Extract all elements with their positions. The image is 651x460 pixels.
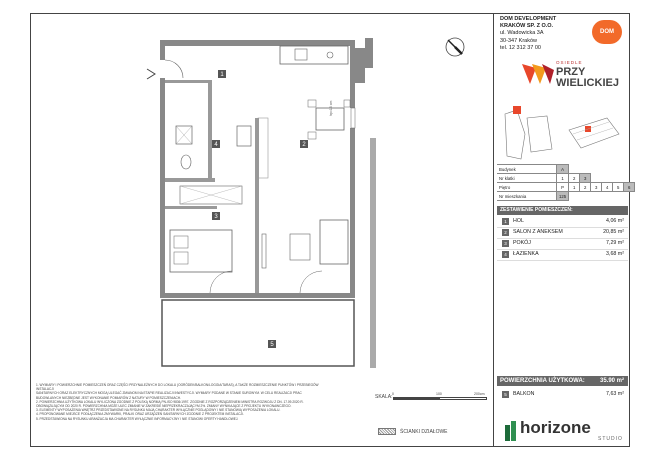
room-num: 2 [502,229,509,236]
shower-cross [176,126,192,144]
info-cell: 2 [580,183,591,192]
info-cell: 3 [591,183,602,192]
info-cell: A [557,165,569,174]
wall-mid [255,118,259,218]
pillow [174,236,188,248]
info-cell: 4 [602,183,613,192]
room-label-1: 1 [220,72,224,78]
room-name: ŁAZIENKA [513,251,539,257]
legal-line: BUDOWLANYCH NIEZBĘDNE JEST WYKONANIE POMIARÓW Z NATURY W POMIESZCZENIACH. [36,395,181,400]
scale-mark-200: 200cm [474,392,485,396]
room-label-2: 2 [302,142,306,148]
minimap-marker [513,106,521,114]
washbasin [237,126,251,146]
info-label: Nr klatki [497,174,557,183]
entry-gap [159,60,167,78]
room-area: 7,29 m² [606,240,624,246]
legal-line: 2. POWIERZCHNIA UŻYTKOWA LOKALU WYLICZONA ZGODNIE Z POLSKĄ NORMĄ PN-ISO 9836:1997. ZGODNIE Z ROZPORZĄDZENIEM MINISTRA ROZWOJU Z DN. 17.09.2020 R. [36,399,304,404]
info-row [497,183,635,192]
room-label-4: 4 [214,142,218,148]
sheet-divider [493,13,494,447]
column-right [355,48,365,83]
dom-badge: DOM [592,20,622,44]
balcony-row [497,389,628,400]
wall-room-top [165,206,217,209]
info-cell: 5 [613,183,624,192]
tv-unit [262,234,266,268]
wall-top [160,40,352,46]
room-num: 4 [502,251,509,258]
hob [327,52,333,58]
kitchen-counter [280,46,348,64]
chair [344,100,350,107]
entry-door-swing [165,60,183,78]
window-note: hp=15 cm [329,100,333,116]
total-area [497,376,628,386]
building-minimap [497,104,627,164]
wall-right-upper [350,40,355,108]
project-logo-over: OSIEDLE [556,60,583,65]
brand-sub: STUDIO [598,436,623,442]
walls-legend-text: ŚCIANKI DZIAŁOWE [400,428,448,435]
toilet [181,155,191,169]
info-row [497,174,635,183]
coffee-table [290,234,310,260]
room-row [497,249,628,261]
scale-label: SKALA: [375,394,393,400]
sink [295,49,307,60]
room-name: HOL [513,218,524,224]
sofa [320,220,348,264]
floor-plan [140,38,400,378]
legal-line: 4. PROPONOWANE MIEJSCE PODŁĄCZENIA ZMYWARKI, PRALKI ORAZ URZĄDZEŃ SANITARNYCH ZGODNIE Z PROJEKTEM INSTALACJI. [36,412,244,417]
info-row [497,165,635,174]
balcony-area: 7,63 m² [606,391,624,397]
hatch-swatch [378,428,396,435]
scale-mark-0: 0 [392,392,394,396]
developer-city: 30-347 Kraków [500,37,537,44]
bed [170,230,232,272]
wall-hall [165,80,210,83]
apartment-info-table [497,164,635,201]
balcony-door-swing [210,271,232,293]
developer-phone: tel. 12 312 37 00 [500,44,541,51]
scale-mark-100: 100 [436,392,442,396]
legal-line: 1. WYMIARY I POWIERZCHNIE POMIESZCZEŃ ORAZ CZĘŚCI PRZYNALEŻNYCH DO LOKALU (OGRÓDEK/BALKON/LOGGIA/TARAS), A TAKŻE ROZMIESZCZENIE PUNKTÓW I PRZEBIEGÓW INSTALACJI [36,383,319,392]
info-label: Piętro [497,183,557,192]
room-area: 20,85 m² [603,229,624,235]
pillow [174,252,188,264]
window [351,108,355,128]
legal-line: OBOWIĄZUJĄCYM OD 2020 R. POWIERZCHNIA MOŻE ULEC ZMIANIE W ZAKRESIE NIEPRZEKRACZAJĄCYM 2%. ZMIANY WYNIKAJĄCE Z PROJEKTU WYKONAWCZEGO. [36,404,292,409]
project-logo-mark [520,58,554,86]
facade-edge [365,38,373,68]
developer-name: DOM DEVELOPMENT [500,16,557,22]
chair [308,132,316,139]
facade-fin [370,138,376,368]
info-cell: 125 [557,192,569,201]
info-label: Budynek [497,165,557,174]
compass-icon [444,36,466,58]
legal-line: 5. PRZEDSTAWIONA NA RYSUNKU ARANŻACJA MA CHARAKTER WYŁĄCZNIE INFORMACYJNY I NIE STANOWI OFERTY HANDLOWEJ. [36,416,239,421]
wall-bath-right [208,80,212,180]
walls-legend [378,428,448,435]
kitchen-column [258,118,268,178]
balcony [162,300,354,366]
legal-notes [36,383,336,421]
room-name: POKÓJ [513,240,531,246]
info-cell: 2 [569,174,580,183]
wall-right-lower [350,128,355,298]
room-labels [212,70,308,348]
room-area: 3,68 m² [606,251,624,257]
info-cell: 1 [569,183,580,192]
wall-room-right [255,208,259,293]
scale-bar [393,397,487,400]
total-area-label: POWIERZCHNIA UŻYTKOWA: [500,378,585,384]
wall-bottom [160,293,355,298]
info-cell: 3 [580,174,591,183]
chair [308,100,316,107]
room-num: 1 [502,218,509,225]
wall-bath-bottom [165,178,215,182]
balcony-door-swing [300,271,322,293]
room-label-5: 5 [270,342,274,348]
wall-left [160,40,165,298]
brand-name: horizone [520,418,591,437]
developer-company: KRAKÓW SP. Z O.O. [500,23,554,30]
info-cell: 1 [557,174,569,183]
balcony-name: BALKON [513,391,535,397]
room-num: 3 [502,240,509,247]
legal-line: 3. ELEMENTY WYPOSAŻENIA WNĘTRZ PRZEDSTAWIONE NA RYSUNKU MAJĄ CHARAKTER WYŁĄCZNIE POGLĄDOWY I NIE STANOWIĄ WYPOSAŻENIA LOKALU. [36,408,281,413]
horizone-mark-icon [505,421,519,441]
entry-arrow-icon [146,68,156,80]
developer-info [500,16,556,52]
wardrobe-cross [180,186,242,204]
info-label: Nr mieszkania [497,192,557,201]
rooms-section-title: ZESTAWIENIE POMIESZCZEŃ: [497,206,628,215]
developer-street: ul. Wadowicka 3A [500,30,544,37]
room-name: SALON Z ANEKSEM [513,229,563,235]
balcony-num: 5 [502,391,509,398]
room-area: 4,06 m² [606,218,624,224]
info-cell: P [557,183,569,192]
info-row [497,192,635,201]
project-logo-text [556,67,619,89]
project-logo-line2: WIELICKIEJ [556,77,619,89]
project-logo-line1: PRZY [556,66,586,78]
legal-line: SANITARNYCH ORAZ ELEKTRYCZNYCH MOGĄ ULEGAĆ ZMIANOM NA ETAPIE REALIZACJI INWESTYCJI. WYMIARY PODANE W STANIE SUROWYM. W CELU REALIZACJI PRAC [36,391,302,396]
room-label-3: 3 [214,214,218,220]
total-area-value: 35.90 m² [599,378,624,384]
info-cell: 6 [624,183,635,192]
